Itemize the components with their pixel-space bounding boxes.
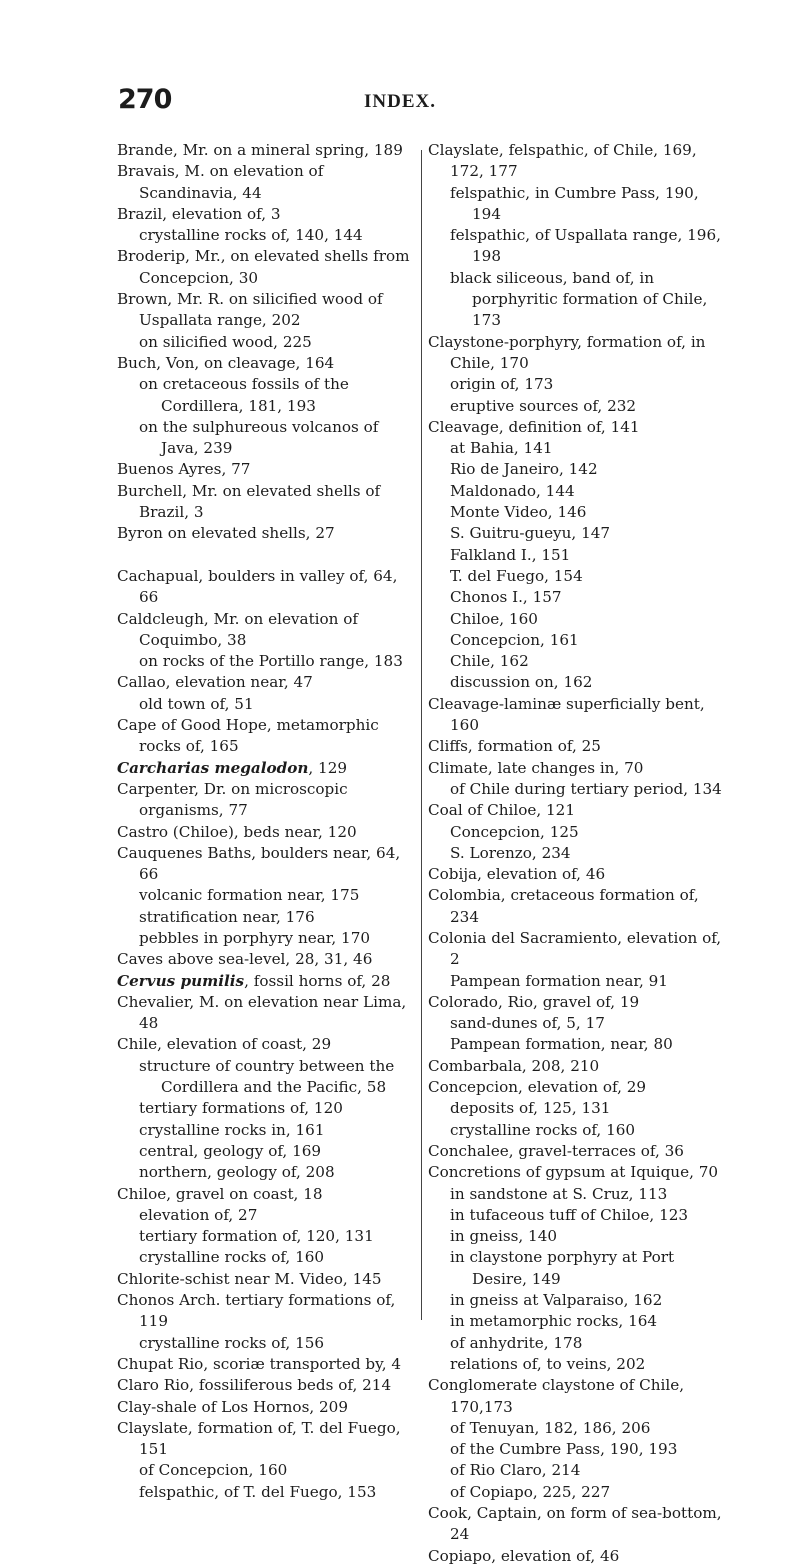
index-subentry bbox=[428, 971, 726, 992]
index-subentry bbox=[428, 523, 726, 544]
index-entry-text: elevation of, 27 bbox=[139, 1205, 258, 1224]
index-entry-text: Colombia, cretaceous formation of, 234 bbox=[428, 886, 699, 926]
index-entry-text: Cliffs, formation of, 25 bbox=[428, 737, 601, 756]
index-entry-text: S. Guitru-gueyu, 147 bbox=[450, 524, 611, 543]
index-entry-text: Byron on elevated shells, 27 bbox=[117, 524, 335, 543]
index-entry-text: Chupat Rio, scoriæ transported by, 4 bbox=[117, 1354, 402, 1373]
index-subentry bbox=[428, 1184, 726, 1205]
page-title: INDEX. bbox=[364, 91, 436, 112]
index-subentry bbox=[428, 225, 726, 268]
index-entry-text: deposits of, 125, 131 bbox=[450, 1099, 611, 1118]
index-subentry bbox=[428, 545, 726, 566]
index-entry bbox=[117, 481, 415, 524]
index-entry bbox=[117, 353, 415, 374]
index-entry-text: Buch, Von, on cleavage, 164 bbox=[117, 353, 335, 372]
index-subentry bbox=[117, 928, 415, 949]
index-entry-text: stratification near, 176 bbox=[139, 907, 315, 926]
index-entry bbox=[117, 992, 415, 1035]
index-entry bbox=[117, 609, 415, 652]
index-entry bbox=[428, 1375, 726, 1418]
index-entry-text: of the Cumbre Pass, 190, 193 bbox=[450, 1440, 678, 1459]
index-subentry bbox=[428, 1226, 726, 1247]
index-entry-text: felspathic, of T. del Fuego, 153 bbox=[139, 1482, 377, 1501]
index-entry-text: Brazil, elevation of, 3 bbox=[117, 204, 281, 223]
index-subentry bbox=[117, 1141, 415, 1162]
index-subentry bbox=[428, 672, 726, 693]
index-entry bbox=[428, 1077, 726, 1098]
index-entry bbox=[117, 1418, 415, 1461]
index-entry bbox=[117, 246, 415, 289]
index-entry-text: northern, geology of, 208 bbox=[139, 1163, 335, 1182]
index-entry-text: discussion on, 162 bbox=[450, 673, 593, 692]
index-entry bbox=[117, 161, 415, 204]
index-entry-text: Chonos I., 157 bbox=[450, 588, 562, 607]
index-subentry bbox=[428, 268, 726, 332]
index-entry-text: Caldcleugh, Mr. on elevation of Coquimbo, 38 bbox=[117, 609, 359, 649]
index-entry-text: Climate, late changes in, 70 bbox=[428, 758, 644, 777]
index-subentry bbox=[117, 332, 415, 353]
index-entry bbox=[117, 1354, 415, 1375]
index-entry bbox=[117, 1375, 415, 1396]
index-entry bbox=[428, 864, 726, 885]
index-entry-text: Caves above sea-level, 28, 31, 46 bbox=[117, 950, 373, 969]
index-entry-text: Clay-shale of Los Hornos, 209 bbox=[117, 1397, 349, 1416]
index-entry-text: Chiloe, 160 bbox=[450, 609, 538, 628]
index-subentry bbox=[428, 1120, 726, 1141]
index-entry-text: eruptive sources of, 232 bbox=[450, 396, 637, 415]
index-subentry bbox=[117, 907, 415, 928]
index-subentry bbox=[117, 651, 415, 672]
index-entry bbox=[428, 992, 726, 1013]
index-entry-text: on the sulphureous volcanos of Java, 239 bbox=[139, 417, 379, 458]
index-subentry bbox=[117, 1333, 415, 1354]
page-header bbox=[0, 84, 800, 124]
index-entry-text: Cachapual, boulders in valley of, 64, 66 bbox=[117, 566, 398, 607]
index-entry-text: on rocks of the Portillo range, 183 bbox=[139, 652, 403, 671]
index-entry-text: Claro Rio, fossiliferous beds of, 214 bbox=[117, 1376, 392, 1395]
index-entry bbox=[428, 885, 726, 928]
index-entry-text: Maldonado, 144 bbox=[450, 481, 575, 500]
index-entry-text: Concepcion, 161 bbox=[450, 630, 579, 649]
index-subentry bbox=[117, 1098, 415, 1119]
index-subentry bbox=[117, 417, 415, 460]
index-entry-text: Colorado, Rio, gravel of, 19 bbox=[428, 992, 640, 1011]
index-subentry bbox=[428, 843, 726, 864]
index-entry-text: origin of, 173 bbox=[450, 375, 554, 394]
index-entry-text: crystalline rocks of, 160 bbox=[139, 1248, 325, 1267]
index-entry bbox=[117, 779, 415, 822]
index-subentry bbox=[428, 779, 726, 800]
index-subentry bbox=[428, 587, 726, 608]
index-entry-text: of Rio Claro, 214 bbox=[450, 1461, 581, 1480]
index-entry-text: Clayslate, felspathic, of Chile, 169, 172, 177 bbox=[428, 141, 697, 181]
index-subentry bbox=[428, 1439, 726, 1460]
index-entry-text: Coal of Chiloe, 121 bbox=[428, 801, 575, 820]
index-entry-text: in metamorphic rocks, 164 bbox=[450, 1312, 658, 1331]
index-entry-text: crystalline rocks of, 160 bbox=[450, 1120, 636, 1139]
index-subentry bbox=[428, 609, 726, 630]
index-subentry bbox=[117, 1482, 415, 1503]
index-entry-text: in claystone porphyry at Port Desire, 149 bbox=[450, 1248, 675, 1288]
index-entry-text: Broderip, Mr., on elevated shells from Concepcion, 30 bbox=[117, 247, 410, 287]
index-entry-text: Concretions of gypsum at Iquique, 70 bbox=[428, 1163, 719, 1182]
index-entry bbox=[117, 1397, 415, 1418]
index-entry bbox=[428, 758, 726, 779]
index-entry-text: Concepcion, 125 bbox=[450, 822, 579, 841]
index-entry-text: S. Lorenzo, 234 bbox=[450, 843, 571, 862]
index-subentry bbox=[117, 1247, 415, 1268]
index-entry bbox=[428, 140, 726, 183]
index-entry-text: of Copiapo, 225, 227 bbox=[450, 1482, 611, 1501]
index-entry-text: Buenos Ayres, 77 bbox=[117, 460, 251, 479]
index-entry-text: T. del Fuego, 154 bbox=[450, 566, 583, 585]
index-entry-text: Brande, Mr. on a mineral spring, 189 bbox=[117, 141, 403, 159]
index-entry-text: Cape of Good Hope, metamorphic rocks of, 165 bbox=[117, 716, 379, 756]
index-entry-text: felspathic, of Uspallata range, 196, 198 bbox=[450, 226, 721, 266]
index-entry-text: of Concepcion, 160 bbox=[139, 1461, 288, 1480]
index-entry bbox=[117, 1184, 415, 1205]
index-entry bbox=[428, 1503, 726, 1546]
index-entry-text: structure of country between the Cordillera and the Pacific, 58 bbox=[139, 1056, 395, 1097]
index-subentry bbox=[117, 1162, 415, 1183]
index-entry bbox=[117, 822, 415, 843]
index-subentry bbox=[428, 1205, 726, 1226]
index-entry-text: Chiloe, gravel on coast, 18 bbox=[117, 1184, 323, 1203]
index-entry-text: Cauquenes Baths, boulders near, 64, 66 bbox=[117, 843, 401, 884]
index-entry-italic-term: Carcharias megalodon bbox=[117, 758, 309, 777]
column-divider bbox=[421, 150, 422, 1320]
index-subentry bbox=[117, 1226, 415, 1247]
index-subentry bbox=[428, 651, 726, 672]
index-entry-text: Claystone-porphyry, formation of, in Chile, 170 bbox=[428, 332, 706, 372]
index-subentry bbox=[117, 374, 415, 417]
index-entry-text: Colonia del Sacramiento, elevation of, 2 bbox=[428, 928, 722, 969]
index-subentry bbox=[428, 566, 726, 587]
index-entry bbox=[117, 1269, 415, 1290]
index-entry-text: Pampean formation near, 91 bbox=[450, 971, 668, 990]
index-subentry bbox=[117, 885, 415, 906]
index-entry bbox=[117, 204, 415, 225]
index-entry-text: Burchell, Mr. on elevated shells of Brazil, 3 bbox=[117, 481, 381, 522]
index-entry bbox=[428, 928, 726, 971]
index-subentry bbox=[428, 1354, 726, 1375]
index-entry-text: Chile, 162 bbox=[450, 652, 529, 671]
section-gap bbox=[117, 545, 415, 566]
index-subentry bbox=[117, 694, 415, 715]
index-entry-text: Bravais, M. on elevation of Scandinavia, 44 bbox=[117, 162, 324, 202]
index-subentry bbox=[428, 822, 726, 843]
index-subentry bbox=[428, 438, 726, 459]
index-subentry bbox=[428, 1098, 726, 1119]
index-entry-text: crystalline rocks in, 161 bbox=[139, 1120, 325, 1139]
index-entry-text: black siliceous, band of, in porphyritic formation of Chile, 173 bbox=[450, 268, 708, 330]
index-entry-text: Clayslate, formation of, T. del Fuego, 151 bbox=[117, 1418, 401, 1459]
index-entry bbox=[117, 843, 415, 886]
index-entry-text: in tufaceous tuff of Chiloe, 123 bbox=[450, 1205, 689, 1224]
index-entry bbox=[117, 289, 415, 332]
index-entry-text: Carpenter, Dr. on microscopic organisms, 77 bbox=[117, 779, 348, 820]
index-subentry bbox=[428, 502, 726, 523]
index-entry-text: Chile, elevation of coast, 29 bbox=[117, 1035, 332, 1054]
index-entry-text: of Tenuyan, 182, 186, 206 bbox=[450, 1418, 651, 1437]
index-entry-text: of Chile during tertiary period, 134 bbox=[450, 779, 722, 798]
index-entry bbox=[428, 1141, 726, 1162]
index-entry bbox=[117, 971, 415, 992]
index-entry bbox=[428, 694, 726, 737]
index-entry bbox=[117, 523, 415, 544]
index-subentry bbox=[428, 1482, 726, 1503]
index-entry-text: Chevalier, M. on elevation near Lima, 48 bbox=[117, 992, 407, 1033]
index-entry-text: Callao, elevation near, 47 bbox=[117, 673, 313, 692]
index-subentry bbox=[117, 225, 415, 246]
index-entry-text: Cobija, elevation of, 46 bbox=[428, 865, 606, 884]
index-entry-text: felspathic, in Cumbre Pass, 190, 194 bbox=[450, 183, 699, 223]
index-entry-text: Cleavage, definition of, 141 bbox=[428, 417, 640, 436]
index-subentry bbox=[117, 1460, 415, 1481]
index-entry-text: , fossil horns of, 28 bbox=[244, 971, 391, 990]
index-entry-italic-term: Cervus pumilis bbox=[117, 971, 245, 990]
index-entry-text: in gneiss at Valparaiso, 162 bbox=[450, 1291, 663, 1310]
index-entry-text: Copiapo, elevation of, 46 bbox=[428, 1546, 620, 1565]
index-entry-text: relations of, to veins, 202 bbox=[450, 1354, 646, 1373]
index-entry-text: Cleavage-laminæ superficially bent, 160 bbox=[428, 694, 705, 735]
index-entry bbox=[428, 1056, 726, 1077]
index-entry-text: in gneiss, 140 bbox=[450, 1227, 558, 1246]
index-subentry bbox=[117, 1205, 415, 1226]
index-entry-text: Conchalee, gravel-terraces of, 36 bbox=[428, 1141, 684, 1160]
index-entry bbox=[428, 332, 726, 375]
index-subentry bbox=[428, 183, 726, 226]
index-entry bbox=[428, 736, 726, 757]
index-subentry bbox=[428, 1034, 726, 1055]
index-entry bbox=[117, 1034, 415, 1055]
index-entry bbox=[117, 459, 415, 480]
index-entry-text: Pampean formation, near, 80 bbox=[450, 1035, 673, 1054]
index-entry bbox=[117, 140, 415, 161]
index-entry-text: on cretaceous fossils of the Cordillera, 181, 193 bbox=[139, 375, 349, 415]
index-entry-text: Combarbala, 208, 210 bbox=[428, 1056, 600, 1075]
index-entry bbox=[117, 715, 415, 758]
index-entry-text: Rio de Janeiro, 142 bbox=[450, 460, 598, 479]
index-entry-text: , 129 bbox=[308, 758, 348, 777]
index-entry-text: Cook, Captain, on form of sea-bottom, 24 bbox=[428, 1504, 722, 1544]
index-subentry bbox=[428, 374, 726, 395]
index-entry-text: Brown, Mr. R. on silicified wood of Uspallata range, 202 bbox=[117, 290, 383, 330]
index-entry bbox=[117, 672, 415, 693]
index-subentry bbox=[117, 1120, 415, 1141]
index-entry-text: tertiary formation of, 120, 131 bbox=[139, 1227, 374, 1246]
index-column-right bbox=[428, 140, 726, 1567]
index-entry-text: at Bahia, 141 bbox=[450, 439, 553, 458]
index-entry-text: Castro (Chiloe), beds near, 120 bbox=[117, 822, 357, 841]
index-entry-text: volcanic formation near, 175 bbox=[139, 886, 360, 905]
index-entry-text: of anhydrite, 178 bbox=[450, 1333, 583, 1352]
index-entry-text: in sandstone at S. Cruz, 113 bbox=[450, 1184, 668, 1203]
index-entry-text: Chonos Arch. tertiary formations of, 119 bbox=[117, 1291, 396, 1331]
index-entry bbox=[117, 1290, 415, 1333]
index-entry-text: pebbles in porphyry near, 170 bbox=[139, 928, 371, 947]
index-subentry bbox=[428, 1333, 726, 1354]
index-entry bbox=[428, 1162, 726, 1183]
index-entry-text: sand-dunes of, 5, 17 bbox=[450, 1014, 605, 1033]
index-entry bbox=[117, 566, 415, 609]
index-entry bbox=[428, 1546, 726, 1567]
index-subentry bbox=[117, 1056, 415, 1099]
index-entry-text: Conglomerate claystone of Chile, 170,173 bbox=[428, 1376, 685, 1416]
index-subentry bbox=[428, 1418, 726, 1439]
index-entry bbox=[117, 949, 415, 970]
index-entry-text: Concepcion, elevation of, 29 bbox=[428, 1078, 647, 1097]
index-entry bbox=[117, 758, 415, 779]
index-entry-text: on silicified wood, 225 bbox=[139, 332, 312, 351]
index-entry-text: Monte Video, 146 bbox=[450, 503, 587, 522]
index-subentry bbox=[428, 459, 726, 480]
index-subentry bbox=[428, 1290, 726, 1311]
index-entry-text: old town of, 51 bbox=[139, 694, 254, 713]
index-entry-text: crystalline rocks of, 156 bbox=[139, 1333, 325, 1352]
index-entry-text: crystalline rocks of, 140, 144 bbox=[139, 226, 363, 245]
index-subentry bbox=[428, 396, 726, 417]
index-subentry bbox=[428, 1311, 726, 1332]
index-entry-text: central, geology of, 169 bbox=[139, 1141, 322, 1160]
index-entry-text: Chlorite-schist near M. Video, 145 bbox=[117, 1269, 382, 1288]
index-entry bbox=[428, 800, 726, 821]
index-entry bbox=[428, 417, 726, 438]
index-subentry bbox=[428, 630, 726, 651]
index-subentry bbox=[428, 1460, 726, 1481]
index-subentry bbox=[428, 481, 726, 502]
index-subentry bbox=[428, 1013, 726, 1034]
index-entry-text: Falkland I., 151 bbox=[450, 545, 571, 564]
index-column-left bbox=[117, 140, 415, 1503]
page-number: 270 bbox=[118, 84, 172, 115]
index-entry-text: tertiary formations of, 120 bbox=[139, 1099, 343, 1118]
index-subentry bbox=[428, 1247, 726, 1290]
